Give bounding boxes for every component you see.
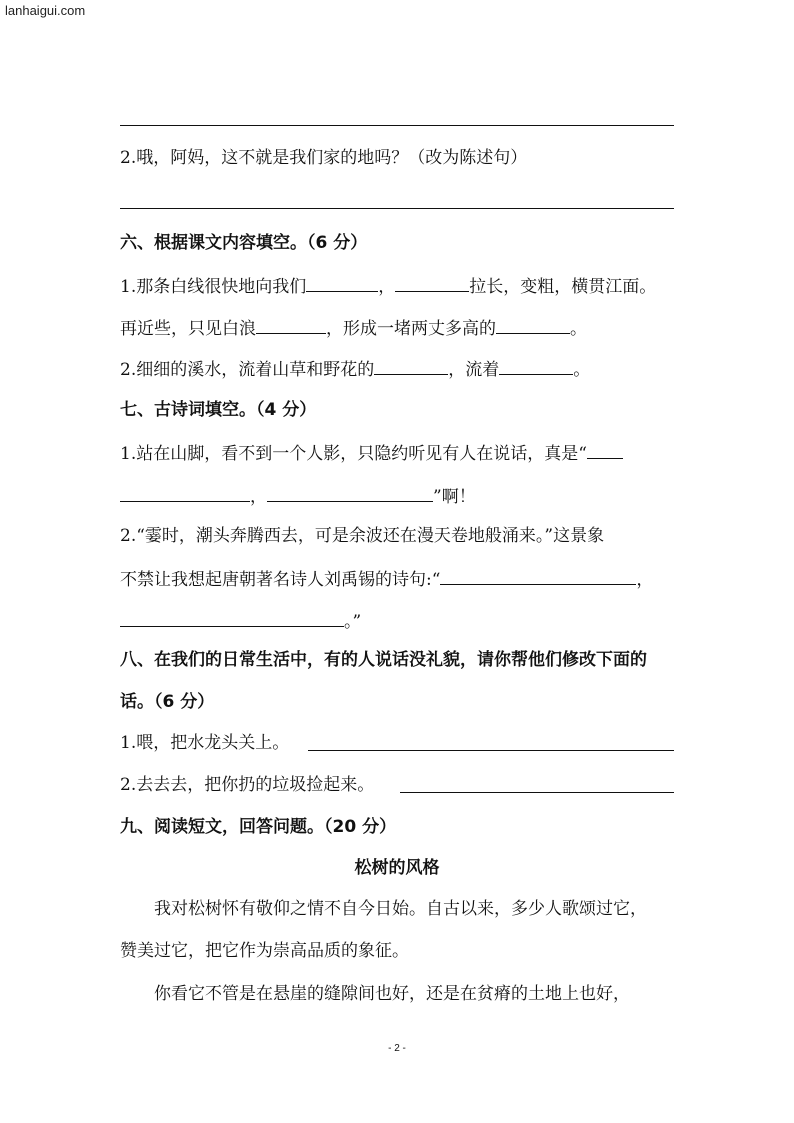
fill-blank[interactable] [256, 316, 326, 334]
answer-line[interactable] [400, 792, 674, 793]
section-8-title-line-1: 八、在我们的日常生活中，有的人说话没礼貌，请你帮他们修改下面的 [120, 650, 647, 670]
fill-blank[interactable] [496, 316, 570, 334]
section-9-title: 九、阅读短文，回答问题。（20 分） [120, 817, 397, 837]
s8-question-2: 2.去去去，把你扔的垃圾捡起来。 [120, 775, 375, 795]
article-title: 松树的风格 [354, 858, 440, 878]
text: ， [250, 487, 267, 507]
s7-question-2-line-1: 2.“霎时，潮头奔腾西去，可是余波还在漫天卷地般涌来。”这景象 [120, 526, 605, 546]
fill-blank[interactable] [306, 274, 378, 292]
fill-blank[interactable] [120, 484, 250, 502]
text: ， [636, 570, 654, 590]
site-watermark: lanhaigui.com [5, 3, 86, 18]
text: 。” [344, 612, 362, 632]
s5-question-2: 2.哦，阿妈，这不就是我们家的地吗？（改为陈述句） [120, 148, 528, 168]
fill-blank[interactable] [499, 357, 573, 375]
s7-question-1-line-1 [120, 441, 623, 464]
s6-question-1-line-1 [120, 274, 656, 297]
s6-question-1-line-2 [120, 316, 587, 339]
section-7-title: 七、古诗词填空。（4 分） [120, 400, 317, 420]
text: 1.那条白线很快地向我们 [120, 277, 307, 297]
text: 2.细细的溪水，流着山草和野花的 [120, 360, 375, 380]
fill-blank[interactable] [587, 441, 623, 459]
text: ，形成一堵两丈多高的 [326, 319, 496, 339]
text: 不禁让我想起唐朝著名诗人刘禹锡的诗句:“ [120, 570, 441, 590]
s7-question-2-line-3 [120, 609, 361, 632]
text: ”啊！ [433, 487, 476, 507]
page-number: - 2 - [388, 1043, 406, 1054]
fill-blank[interactable] [440, 567, 636, 585]
text: 。 [570, 319, 587, 339]
fill-blank[interactable] [120, 609, 344, 627]
fill-blank[interactable] [267, 484, 433, 502]
text: 再近些，只见白浪 [120, 319, 256, 339]
fill-blank[interactable] [374, 357, 448, 375]
answer-line[interactable] [120, 125, 674, 126]
fill-blank[interactable] [395, 274, 469, 292]
section-6-title: 六、根据课文内容填空。（6 分） [120, 233, 368, 253]
s7-question-2-line-2 [120, 567, 653, 590]
text: 。 [573, 360, 591, 380]
section-8-title-line-2: 话。（6 分） [120, 692, 215, 712]
s7-question-1-line-2 [120, 484, 476, 507]
article-paragraph-1-line-1: 我对松树怀有敬仰之情不自今日始。自古以来，多少人歌颂过它， [154, 899, 647, 919]
answer-line[interactable] [308, 750, 674, 751]
s8-question-1: 1.喂，把水龙头关上。 [120, 733, 290, 753]
answer-line[interactable] [120, 208, 674, 209]
article-paragraph-2-line-1: 你看它不管是在悬崖的缝隙间也好，还是在贫瘠的土地上也好， [154, 984, 630, 1004]
text: 拉长，变粗，横贯江面。 [469, 277, 657, 297]
text: ， [378, 277, 396, 297]
s6-question-2 [120, 357, 590, 380]
text: 1.站在山脚，看不到一个人影，只隐约听见有人在说话，真是“ [120, 444, 587, 464]
article-paragraph-1-line-2: 赞美过它，把它作为崇高品质的象征。 [120, 941, 409, 961]
text: ，流着 [448, 360, 500, 380]
